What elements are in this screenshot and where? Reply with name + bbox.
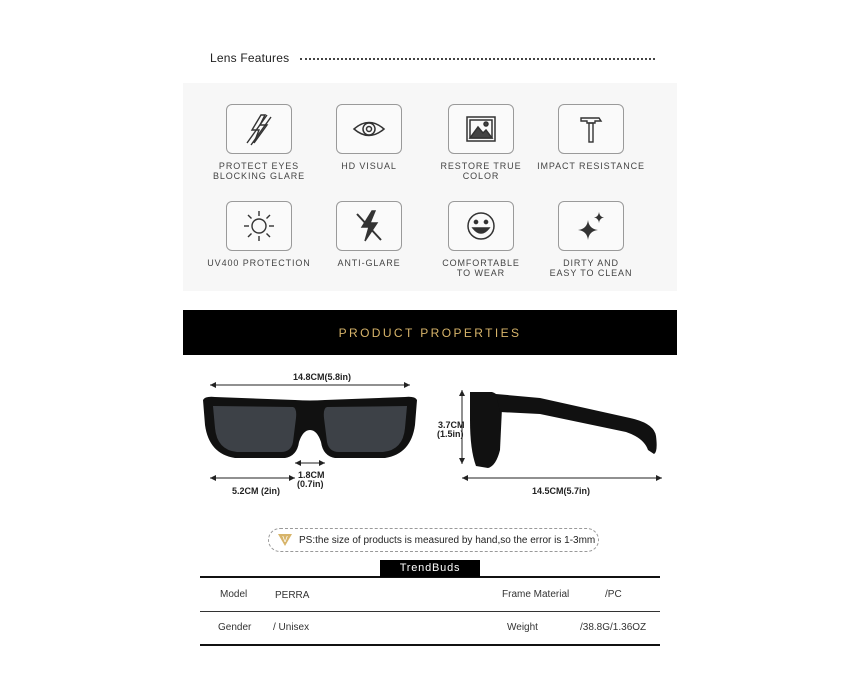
smile-face-icon xyxy=(448,201,514,251)
feature-anti-glare xyxy=(314,201,424,268)
features-panel xyxy=(183,83,677,291)
lightning-block-icon xyxy=(226,104,292,154)
gender-label: Gender xyxy=(218,622,252,633)
banner-title: PRODUCT PROPERTIES xyxy=(338,325,522,340)
feature-label-line1: COMFORTABLE xyxy=(442,258,520,268)
bridge-width-label-2: (0.7in) xyxy=(297,479,324,489)
feature-easy-clean xyxy=(536,201,646,278)
feature-label-line1: RESTORE TRUE COLOR xyxy=(440,161,522,181)
lens-features-title: Lens Features xyxy=(210,51,290,65)
temple-length-label: 14.5CM(5.7in) xyxy=(532,486,591,496)
sparkle-icon xyxy=(558,201,624,251)
height-label-2: (1.5in) xyxy=(437,429,464,439)
product-properties-banner xyxy=(183,310,677,355)
frame-material-label: Frame Material xyxy=(502,589,570,600)
dotted-divider xyxy=(300,58,655,60)
model-value: PERRA xyxy=(275,590,310,601)
feature-label-line2: TO WEAR xyxy=(456,268,506,278)
gender-value: / Unisex xyxy=(273,622,310,633)
spec-table-bottom-rule xyxy=(200,644,660,646)
feature-label-line1: IMPACT RESISTANCE xyxy=(537,161,645,171)
feature-label-line1: UV400 PROTECTION xyxy=(207,258,311,268)
lightning-slash-icon xyxy=(336,201,402,251)
weight-label: Weight xyxy=(507,622,538,633)
warning-triangle-icon xyxy=(277,533,293,547)
feature-label-line2: EASY TO CLEAN xyxy=(549,268,633,278)
feature-uv400 xyxy=(204,201,314,268)
feature-label-line1: HD VISUAL xyxy=(341,161,397,171)
feature-hd-visual xyxy=(314,104,424,171)
model-label: Model xyxy=(220,589,248,600)
lens-width-label: 5.2CM (2in) xyxy=(232,486,281,496)
height-label-1: 3.7CM xyxy=(438,420,465,430)
weight-value: /38.8G/1.36OZ xyxy=(580,622,647,633)
eye-icon xyxy=(336,104,402,154)
hammer-icon xyxy=(558,104,624,154)
feature-label-line2: BLOCKING GLARE xyxy=(212,171,306,181)
feature-protect-eyes xyxy=(204,104,314,181)
feature-label-line1: DIRTY AND xyxy=(563,258,619,268)
spec-table-middle-rule xyxy=(200,611,660,612)
measurement-note xyxy=(268,528,599,552)
landscape-image-icon xyxy=(448,104,514,154)
feature-comfortable xyxy=(426,201,536,278)
frame-width-label: 14.8CM(5.8in) xyxy=(293,372,352,382)
frame-material-value: /PC xyxy=(605,589,622,600)
feature-true-color xyxy=(426,104,536,181)
brand-tab: TrendBuds xyxy=(380,560,480,577)
feature-impact-resistance xyxy=(536,104,646,171)
sun-icon xyxy=(226,201,292,251)
side-view-diagram xyxy=(430,380,670,500)
feature-label-line1: PROTECT EYES xyxy=(218,161,300,171)
svg-text:V: V xyxy=(282,535,288,544)
bridge-width-label-1: 1.8CM xyxy=(298,470,325,480)
measurement-note-text: PS:the size of products is measured by hand,so the error is 1-3mm xyxy=(299,534,596,546)
feature-label-line1: ANTI-GLARE xyxy=(337,258,401,268)
